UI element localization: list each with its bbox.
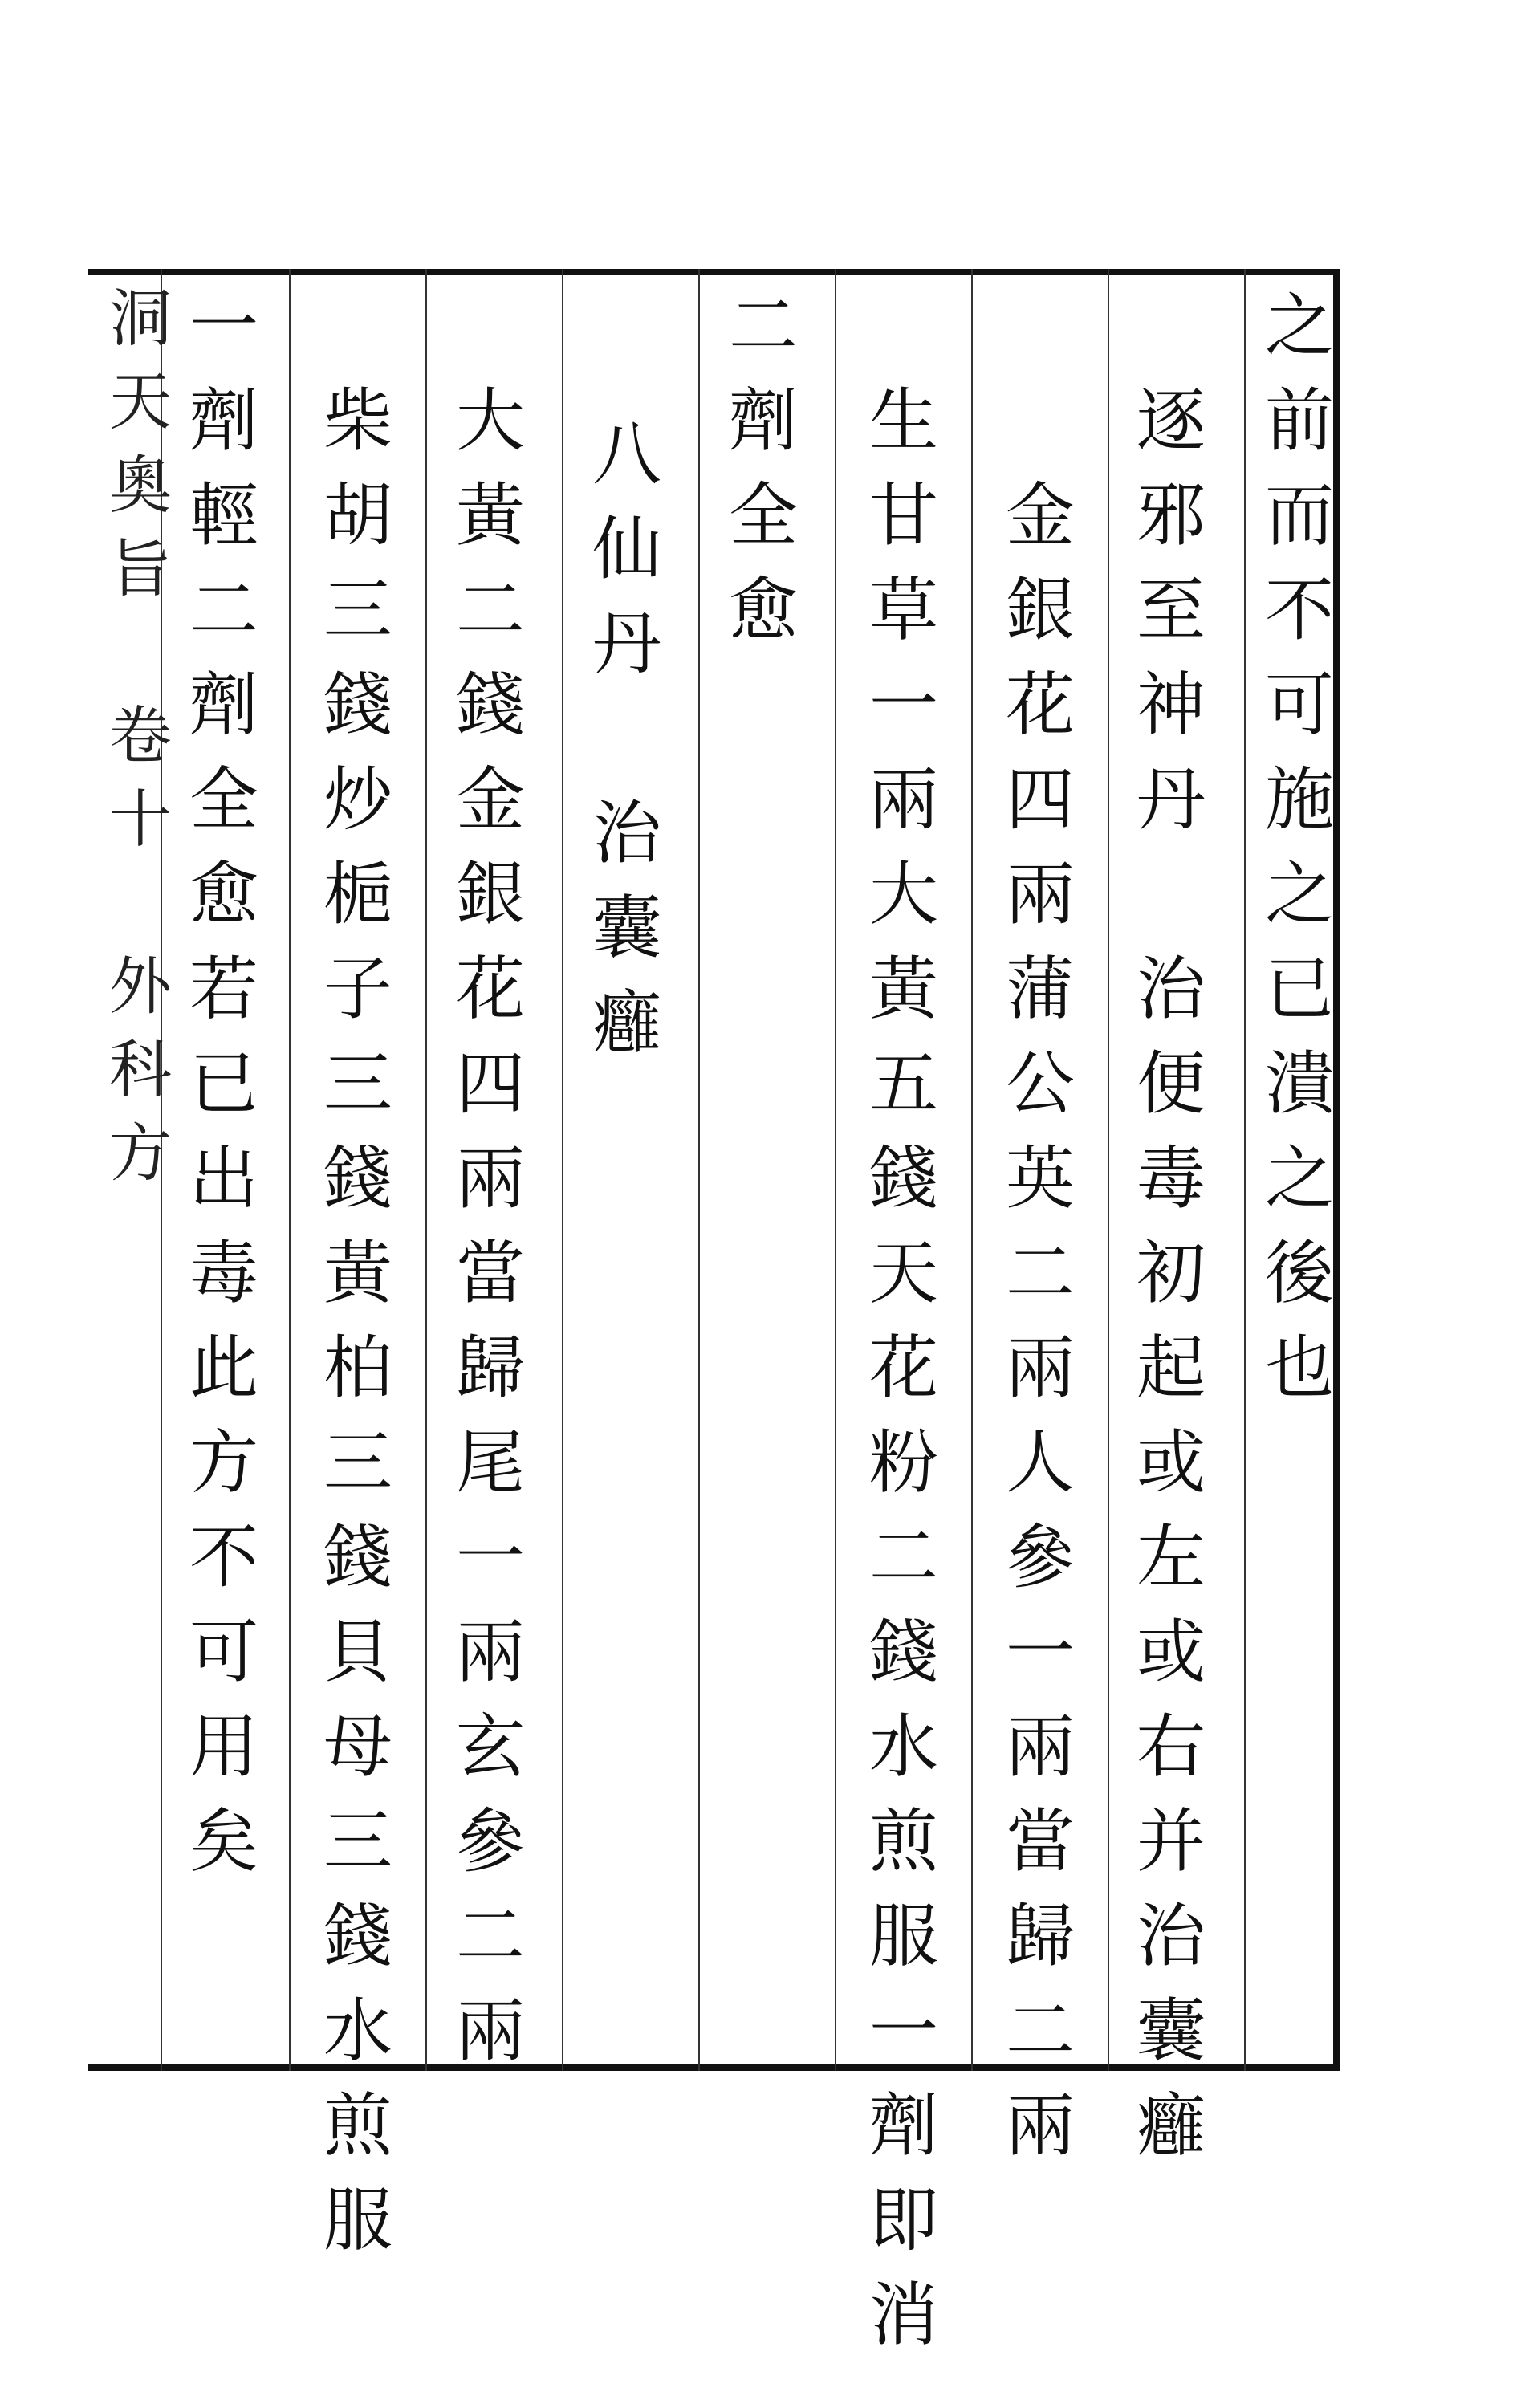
text-column: 二劑全愈 [717,289,797,668]
margin-title: 洞天奧旨 卷十 外科方 [99,285,171,1203]
text-column: 柴胡三錢炒梔子三錢黃柏三錢貝母三錢水煎服 [311,289,392,2278]
column-rule [425,269,427,2071]
column-rule [835,269,836,2071]
text-column: 之前而不可施之已潰之後也 [1253,289,1333,1426]
column-rule [1244,269,1246,2071]
column-rule [1108,269,1109,2071]
column-rule [562,269,563,2071]
text-column: 生甘草一兩大黃五錢天花粉二錢水煎服一劑即消 [857,289,937,2373]
text-column: 金銀花四兩蒲公英二兩人參一兩當歸二兩 [994,289,1074,2183]
column-rule [971,269,973,2071]
column-rule [289,269,291,2071]
text-column: 一劑輕二劑全愈若已出毒此方不可用矣 [177,289,258,1899]
text-column: 大黃二錢金銀花四兩當歸尾一兩玄參二兩 [444,289,524,2089]
column-rule [698,269,700,2071]
text-column: 逐邪至神丹 治便毒初起或左或右并治囊癰 [1124,289,1205,2183]
text-column: 八仙丹 治囊癰 [580,417,661,1080]
